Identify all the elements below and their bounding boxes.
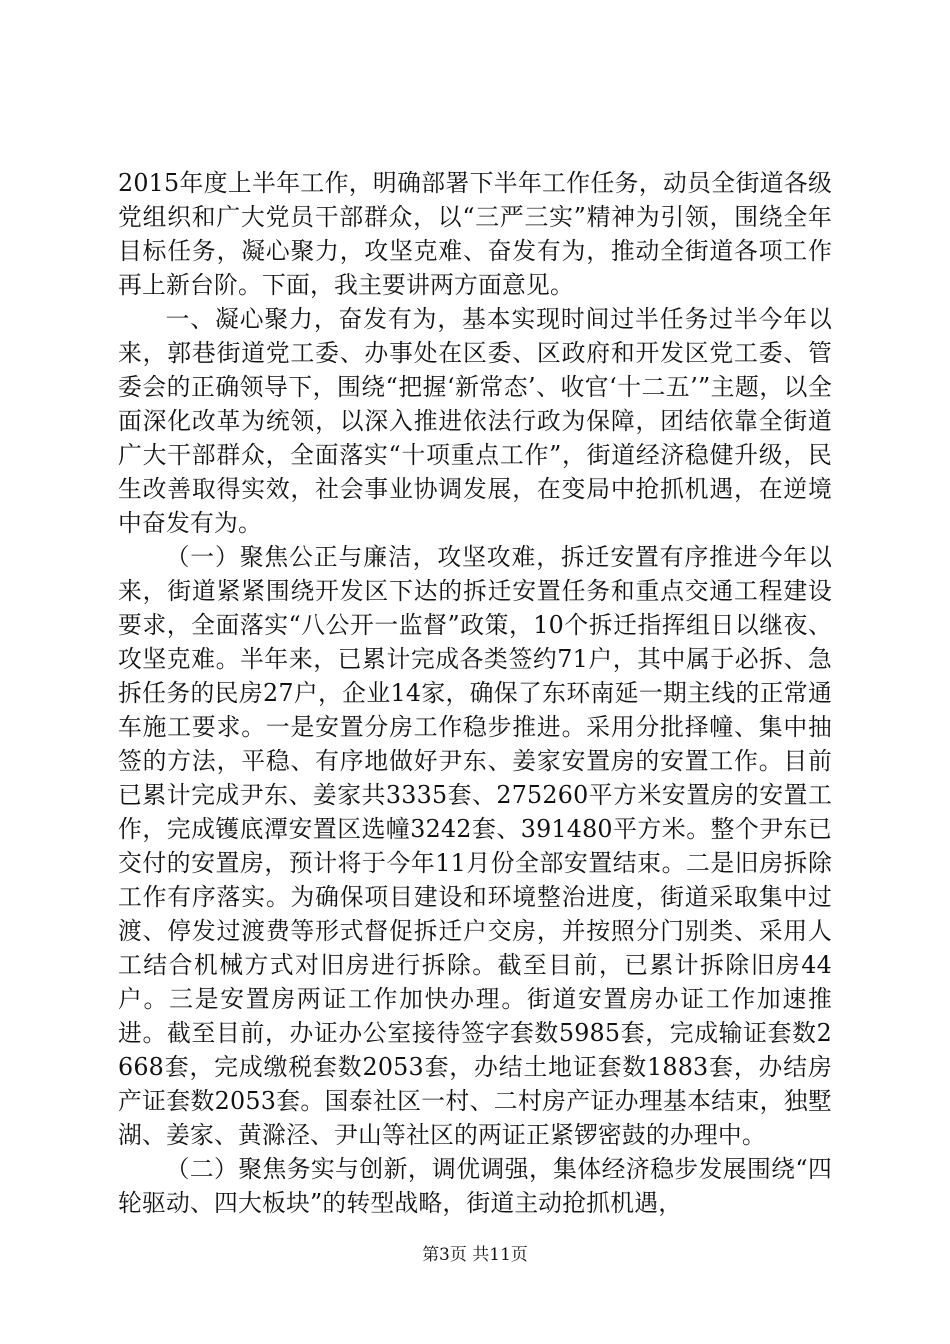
document-body — [118, 166, 832, 1220]
paragraph-section-one: 一、凝心聚力，奋发有为，基本实现时间过半任务过半今年以来，郭巷街道党工委、办事处在区委、区政府和开发区党工委、管委会的正确领导下，围绕“把握‘新常态’、收官‘十二五’”主题，以全面深化改革为统领，以深入推进依法行政为保障，团结依靠全街道广大干部群众，全面落实“十项重点工作”，街道经济稳健升级，民生改善取得实效，社会事业协调发展，在变局中抢抓机遇，在逆境中奋发有为。 — [118, 305, 832, 537]
paragraph-subsection-one: （一）聚焦公正与廉洁，攻坚攻难，拆迁安置有序推进今年以来，街道紧紧围绕开发区下达的拆迁安置任务和重点交通工程建设要求，全面落实“八公开一监督”政策，10个拆迁指挥组日以继夜、攻坚克难。半年来，已累计完成各类签约71户，其中属于必拆、急拆任务的民房27户，企业14家，确保了东环南延一期主线的正常通车施工要求。一是安置分房工作稳步推进。采用分批择幢、集中抽签的方法，平稳、有序地做好尹东、姜家安置房的安置工作。目前已累计完成尹东、姜家共3335套、275260平方米安置房的安置工作，完成镬底潭安置区选幢3242套、391480平方米。整个尹东已交付的安置房，预计将于今年11月份全部安置结束。二是旧房拆除工作有序落实。为确保项目建设和环境整治进度，街道采取集中过渡、停发过渡费等形式督促拆迁户交房，并按照分门别类、采用人工结合机械方式对旧房进行拆除。截至目前，已累计拆除旧房44户。三是安置房两证工作加快办理。街道安置房办证工作加速推进。截至目前，办证办公室接待签字套数5985套，完成输证套数2668套，完成缴税套数2053套，办结土地证套数1883套，办结房产证套数2053套。国泰社区一村、二村房产证办理基本结束，独墅湖、姜家、黄滁泾、尹山等社区的两证正紧锣密鼓的办理中。 — [118, 543, 832, 1149]
paragraph-subsection-two: （二）聚焦务实与创新，调优调强，集体经济稳步发展围绕“四轮驱动、四大板块”的转型战略，街道主动抢抓机遇， — [118, 1155, 832, 1217]
page-number-footer: 第3页 共11页 — [422, 1245, 528, 1265]
paragraph-intro: 2015年度上半年工作，明确部署下半年工作任务，动员全街道各级党组织和广大党员干部群众，以“三严三实”精神为引领，围绕全年目标任务，凝心聚力，攻坚克难、奋发有为，推动全街道各项工作再上新台阶。下面，我主要讲两方面意见。 — [118, 169, 832, 299]
